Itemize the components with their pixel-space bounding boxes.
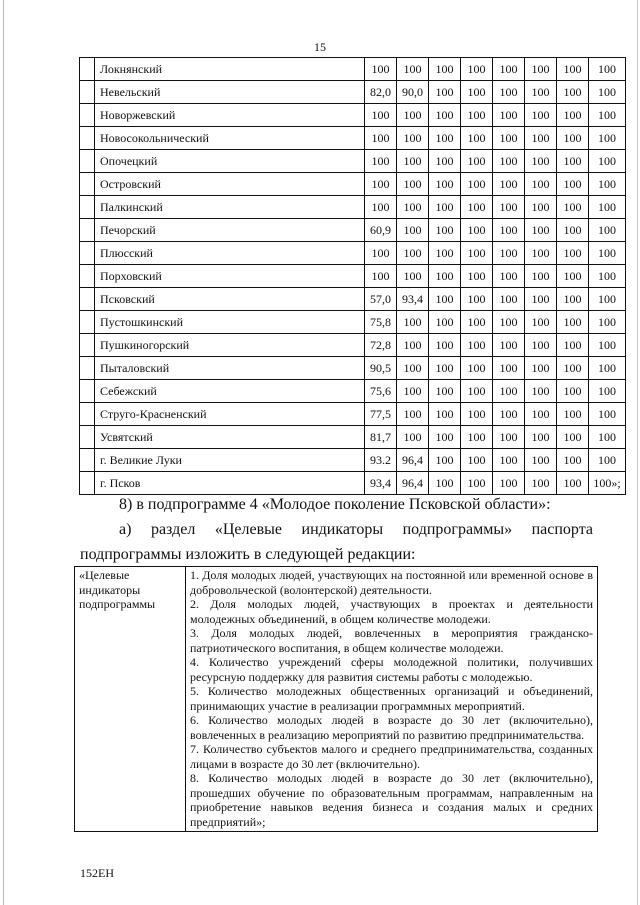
district-value: 100	[461, 449, 493, 472]
district-value: 100	[461, 403, 493, 426]
district-row	[80, 104, 626, 127]
row-spacer-cell	[80, 127, 95, 150]
district-name: Струго-Красненский	[95, 403, 365, 426]
district-value: 100	[461, 311, 493, 334]
district-value: 81,7	[365, 426, 397, 449]
district-value: 100	[429, 357, 461, 380]
district-value: 100	[429, 150, 461, 173]
row-spacer-cell	[80, 357, 95, 380]
district-row	[80, 81, 626, 104]
district-value: 100	[429, 403, 461, 426]
paragraph-a-word: а)	[119, 521, 132, 538]
district-value: 100	[429, 219, 461, 242]
district-value: 100	[525, 472, 557, 495]
district-value: 100	[365, 58, 397, 81]
district-value: 100	[525, 242, 557, 265]
page-number: 15	[314, 40, 326, 54]
indicator-item: 3. Доля молодых людей, вовлеченных в мероприятия гражданско-патриотического воспитания, в общем количестве молодежи.	[190, 626, 593, 655]
district-value: 100	[461, 265, 493, 288]
district-value: 100	[397, 127, 429, 150]
district-value: 90,0	[397, 81, 429, 104]
indicator-item: 4. Количество учреждений сферы молодежной политики, получивших ресурсную поддержку для развития системы работы с молодежью.	[190, 655, 593, 684]
district-value: 100	[525, 334, 557, 357]
district-value: 100	[525, 357, 557, 380]
district-name: г. Псков	[95, 472, 365, 495]
district-value: 100	[493, 265, 525, 288]
district-value: 100	[493, 311, 525, 334]
row-spacer-cell	[80, 472, 95, 495]
district-name: Себежский	[95, 380, 365, 403]
district-value: 90,5	[365, 357, 397, 380]
district-value: 100	[461, 288, 493, 311]
district-value: 100	[397, 58, 429, 81]
district-value: 100	[461, 196, 493, 219]
paragraph-a-word: паспорта	[531, 521, 593, 538]
district-value: 100	[397, 196, 429, 219]
district-value: 100	[525, 288, 557, 311]
district-value: 100	[365, 127, 397, 150]
district-row	[80, 288, 626, 311]
district-value: 100	[589, 288, 626, 311]
district-name: Усвятский	[95, 426, 365, 449]
district-row	[80, 426, 626, 449]
district-value: 100	[557, 449, 589, 472]
district-value: 75,8	[365, 311, 397, 334]
scan-edge-left	[3, 0, 4, 905]
district-name: Пустошкинский	[95, 311, 365, 334]
district-name: Островский	[95, 173, 365, 196]
row-spacer-cell	[80, 311, 95, 334]
district-value: 57,0	[365, 288, 397, 311]
district-value: 100	[525, 265, 557, 288]
district-value: 100	[429, 265, 461, 288]
district-value: 100	[461, 81, 493, 104]
district-value: 100	[589, 449, 626, 472]
district-value: 93,4	[397, 288, 429, 311]
district-value: 100	[557, 196, 589, 219]
district-name: Пушкиногорский	[95, 334, 365, 357]
district-value: 100	[525, 449, 557, 472]
row-spacer-cell	[80, 288, 95, 311]
district-value: 77,5	[365, 403, 397, 426]
district-value: 100	[589, 173, 626, 196]
district-value: 100	[429, 380, 461, 403]
row-spacer-cell	[80, 104, 95, 127]
row-spacer-cell	[80, 334, 95, 357]
district-value: 100	[557, 265, 589, 288]
district-value: 75,6	[365, 380, 397, 403]
district-value: 100	[557, 380, 589, 403]
indicators-label: «Целевые индикаторы подпрограммы	[75, 567, 186, 832]
district-value: 100	[461, 173, 493, 196]
district-value: 100	[397, 150, 429, 173]
district-value: 100	[429, 311, 461, 334]
indicator-item: 1. Доля молодых людей, участвующих на постоянной или временной основе в добровольческой (волонтерской) деятельности.	[190, 568, 593, 597]
district-value: 93.2	[365, 449, 397, 472]
district-value: 60,9	[365, 219, 397, 242]
district-name: г. Великие Луки	[95, 449, 365, 472]
row-spacer-cell	[80, 403, 95, 426]
footer-code: 152ЕН	[80, 866, 114, 880]
district-value: 100	[525, 311, 557, 334]
row-spacer-cell	[80, 426, 95, 449]
district-row	[80, 449, 626, 472]
district-value: 100	[461, 380, 493, 403]
scan-edge-right	[637, 0, 638, 905]
district-value: 100	[397, 403, 429, 426]
district-value: 100	[365, 242, 397, 265]
district-value: 100	[493, 219, 525, 242]
district-value: 100	[429, 104, 461, 127]
paragraph-a-word: подпрограммы»	[402, 521, 513, 538]
district-value: 100	[397, 173, 429, 196]
district-value: 100	[493, 403, 525, 426]
district-value: 100	[429, 127, 461, 150]
district-name: Палкинский	[95, 196, 365, 219]
indicator-item: 5. Количество молодежных общественных организаций и объединений, принимающих участие в реализации программных мероприятий.	[190, 684, 593, 713]
district-value: 100	[493, 81, 525, 104]
district-name: Печорский	[95, 219, 365, 242]
district-value: 100	[589, 265, 626, 288]
district-value: 100	[525, 380, 557, 403]
district-value: 100	[589, 403, 626, 426]
paragraph-a-word: индикаторы	[301, 521, 384, 538]
district-value: 100	[557, 127, 589, 150]
district-name: Новосокольнический	[95, 127, 365, 150]
district-name: Опочецкий	[95, 150, 365, 173]
district-value: 100	[429, 449, 461, 472]
district-value: 100	[397, 219, 429, 242]
district-value: 100	[589, 311, 626, 334]
row-spacer-cell	[80, 58, 95, 81]
district-value: 100	[493, 426, 525, 449]
paragraph-a-word: раздел	[150, 521, 196, 538]
district-value: 100	[429, 58, 461, 81]
district-row	[80, 196, 626, 219]
district-value: 93,4	[365, 472, 397, 495]
district-value: 72,8	[365, 334, 397, 357]
district-value: 100	[493, 104, 525, 127]
district-value: 100	[557, 311, 589, 334]
district-row	[80, 357, 626, 380]
district-value: 100	[461, 127, 493, 150]
district-name: Порховский	[95, 265, 365, 288]
district-value: 100	[493, 150, 525, 173]
district-value: 100	[365, 265, 397, 288]
district-value: 100	[525, 150, 557, 173]
district-value: 100	[397, 242, 429, 265]
district-value: 100	[429, 173, 461, 196]
district-value: 100	[525, 426, 557, 449]
district-value: 100	[461, 242, 493, 265]
district-value: 100	[589, 150, 626, 173]
district-value: 100	[493, 449, 525, 472]
district-value: 100	[397, 357, 429, 380]
district-row	[80, 311, 626, 334]
district-value: 100	[493, 472, 525, 495]
district-value: 100	[589, 196, 626, 219]
district-value: 100	[557, 173, 589, 196]
district-value: 100	[525, 403, 557, 426]
district-value: 100	[397, 426, 429, 449]
district-name: Пыталовский	[95, 357, 365, 380]
district-value: 100	[589, 334, 626, 357]
district-row	[80, 242, 626, 265]
district-value: 100	[557, 150, 589, 173]
district-value: 100	[461, 150, 493, 173]
district-value: 100	[493, 173, 525, 196]
row-spacer-cell	[80, 265, 95, 288]
indicator-item: 8. Количество молодых людей в возрасте до 30 лет (включительно), прошедших обучение по образовательным программам, направленным на приобретение навыков ведения бизнеса и создания малых и средних предприятий»;	[190, 771, 593, 829]
district-value: 100	[365, 173, 397, 196]
district-value: 100	[461, 472, 493, 495]
district-value: 100	[397, 104, 429, 127]
indicators-row	[75, 567, 598, 832]
indicator-item: 6. Количество молодых людей в возрасте до 30 лет (включительно), вовлеченных в реализацию мероприятий по развитию предпринимательства.	[190, 713, 593, 742]
district-row	[80, 58, 626, 81]
district-name: Невельский	[95, 81, 365, 104]
district-value: 100	[557, 242, 589, 265]
district-value: 100	[557, 58, 589, 81]
district-value: 100	[493, 127, 525, 150]
district-value: 100	[429, 472, 461, 495]
district-value: 82,0	[365, 81, 397, 104]
district-value: 100	[493, 58, 525, 81]
district-row	[80, 127, 626, 150]
district-value: 100	[589, 127, 626, 150]
district-name: Локнянский	[95, 58, 365, 81]
district-value: 100	[557, 334, 589, 357]
district-value: 100	[461, 104, 493, 127]
district-value: 100	[525, 58, 557, 81]
district-value: 100	[397, 334, 429, 357]
district-row	[80, 219, 626, 242]
row-spacer-cell	[80, 173, 95, 196]
district-row	[80, 265, 626, 288]
district-value: 100	[557, 288, 589, 311]
row-spacer-cell	[80, 196, 95, 219]
district-value: 100	[557, 472, 589, 495]
district-value: 100»;	[589, 472, 626, 495]
district-name: Псковский	[95, 288, 365, 311]
district-value: 100	[525, 196, 557, 219]
district-value: 100	[589, 357, 626, 380]
row-spacer-cell	[80, 81, 95, 104]
districts-table	[79, 57, 626, 495]
paragraph-8: 8) в подпрограмме 4 «Молодое поколение Псковской области»:	[119, 496, 551, 513]
district-value: 100	[589, 219, 626, 242]
indicators-list	[186, 567, 598, 832]
district-value: 100	[493, 288, 525, 311]
district-value: 100	[493, 357, 525, 380]
row-spacer-cell	[80, 380, 95, 403]
row-spacer-cell	[80, 449, 95, 472]
indicator-item: 2. Доля молодых людей, участвующих в проектах и деятельности молодежных объединений, в общем количестве молодежи.	[190, 597, 593, 626]
district-value: 100	[557, 357, 589, 380]
district-row	[80, 173, 626, 196]
district-value: 100	[429, 81, 461, 104]
district-value: 100	[525, 219, 557, 242]
district-row	[80, 403, 626, 426]
district-value: 100	[397, 265, 429, 288]
district-value: 100	[365, 104, 397, 127]
district-value: 100	[397, 311, 429, 334]
district-value: 100	[493, 380, 525, 403]
district-value: 100	[429, 426, 461, 449]
district-value: 100	[365, 150, 397, 173]
paragraph-a-word: «Целевые	[214, 521, 282, 538]
row-spacer-cell	[80, 242, 95, 265]
district-value: 100	[557, 81, 589, 104]
district-value: 100	[589, 58, 626, 81]
district-value: 100	[461, 334, 493, 357]
district-value: 100	[493, 196, 525, 219]
district-row	[80, 472, 626, 495]
district-value: 100	[589, 380, 626, 403]
district-value: 100	[589, 426, 626, 449]
district-value: 100	[589, 104, 626, 127]
district-value: 100	[525, 173, 557, 196]
row-spacer-cell	[80, 219, 95, 242]
district-value: 100	[461, 357, 493, 380]
district-value: 100	[493, 242, 525, 265]
district-name: Плюсский	[95, 242, 365, 265]
paragraph-a-line1	[119, 521, 593, 539]
district-value: 100	[429, 334, 461, 357]
district-value: 100	[397, 380, 429, 403]
district-value: 100	[525, 127, 557, 150]
district-value: 100	[525, 104, 557, 127]
paragraph-a-line2: подпрограммы изложить в следующей редакции:	[80, 546, 416, 563]
district-value: 96,4	[397, 472, 429, 495]
district-value: 100	[525, 81, 557, 104]
row-spacer-cell	[80, 150, 95, 173]
district-row	[80, 334, 626, 357]
indicators-table	[74, 566, 598, 832]
district-value: 100	[461, 219, 493, 242]
district-value: 96,4	[397, 449, 429, 472]
district-row	[80, 380, 626, 403]
district-value: 100	[429, 242, 461, 265]
district-value: 100	[557, 403, 589, 426]
district-value: 100	[365, 196, 397, 219]
indicator-item: 7. Количество субъектов малого и среднего предпринимательства, созданных лицами в возрасте до 30 лет (включительно).	[190, 742, 593, 771]
district-value: 100	[589, 81, 626, 104]
district-value: 100	[557, 219, 589, 242]
district-value: 100	[493, 334, 525, 357]
district-value: 100	[461, 58, 493, 81]
district-row	[80, 150, 626, 173]
district-value: 100	[429, 196, 461, 219]
district-name: Новоржевский	[95, 104, 365, 127]
district-value: 100	[557, 104, 589, 127]
district-value: 100	[557, 426, 589, 449]
district-value: 100	[461, 426, 493, 449]
district-value: 100	[589, 242, 626, 265]
district-value: 100	[429, 288, 461, 311]
